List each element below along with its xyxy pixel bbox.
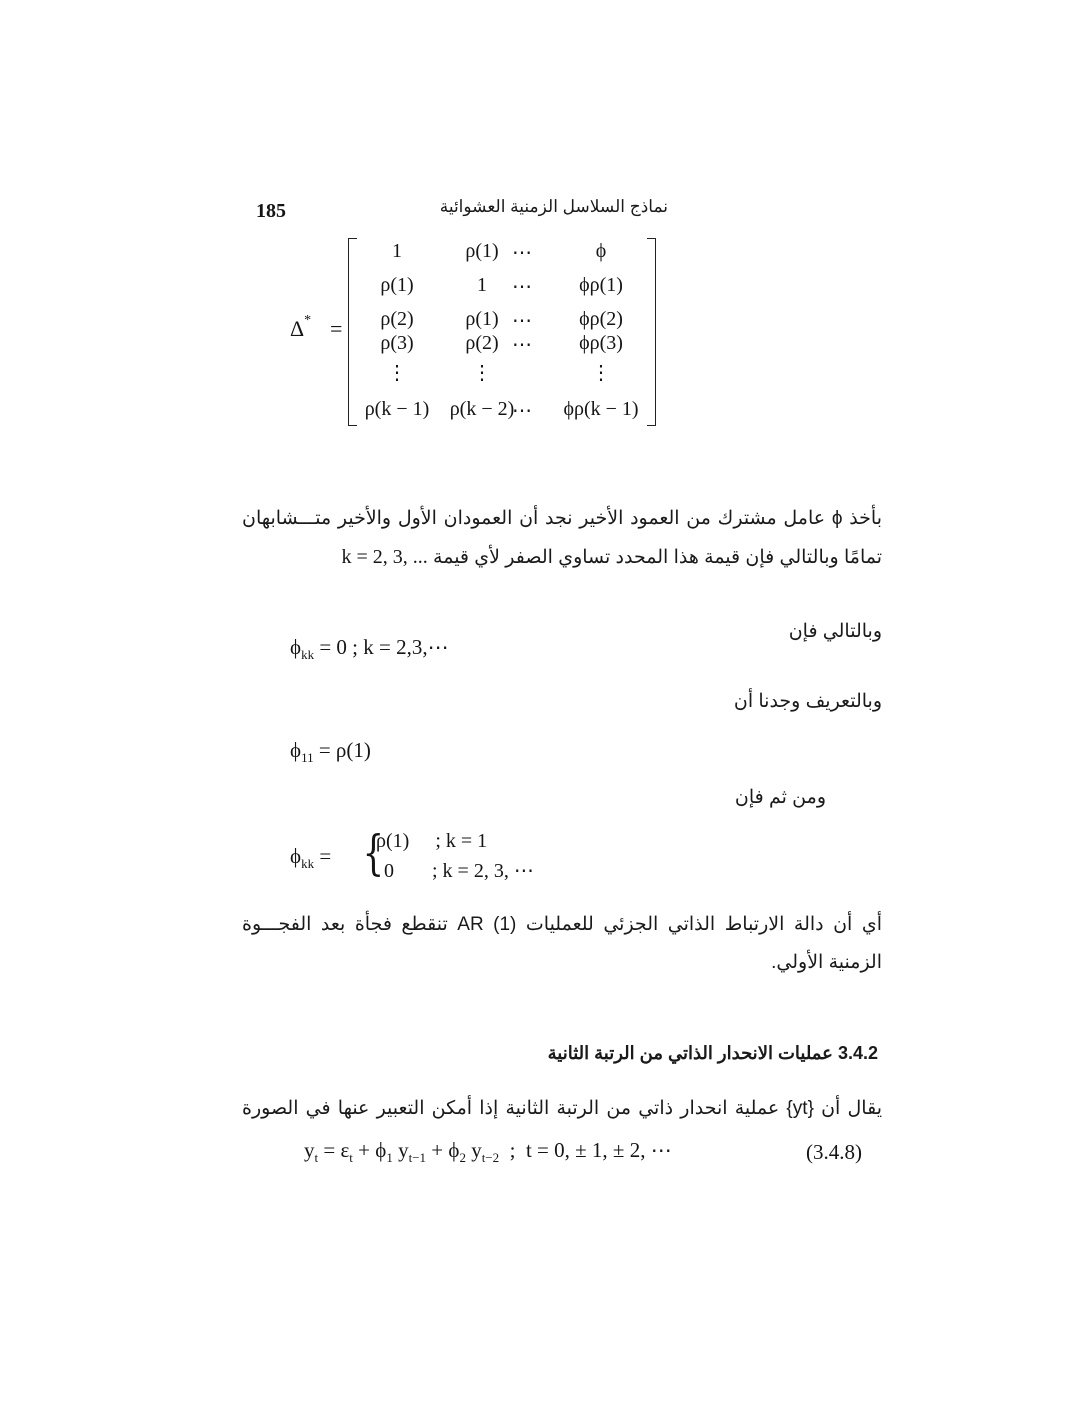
subscript: kk <box>301 856 315 872</box>
matrix-cell: ρ(1) <box>465 308 499 330</box>
paragraph-2-line-2: الزمنية الأولي. <box>771 952 882 973</box>
paragraph-1 <box>242 500 882 577</box>
phi-symbol: ϕ <box>290 738 302 762</box>
matrix-delta-star <box>290 236 665 432</box>
matrix-cell: ⋯ <box>512 310 532 332</box>
matrix-cell: ϕρ(3) <box>579 332 623 354</box>
case-2 <box>376 858 534 883</box>
matrix-cell: ϕ <box>595 240 607 262</box>
matrix-cell: ⋮ <box>472 362 492 384</box>
case-1-value: ρ(1) <box>376 830 410 852</box>
subscript: t <box>314 1150 319 1166</box>
running-title: نماذج السلاسل الزمنية العشوائية <box>439 197 668 216</box>
case-1-condition: ; k = 1 <box>435 830 488 852</box>
matrix-cell: ρ(3) <box>380 332 414 354</box>
y-lag1: y <box>392 1138 409 1162</box>
subscript: kk <box>301 647 315 663</box>
matrix-cell: ϕρ(k − 1) <box>563 398 639 420</box>
equation-3-4-8 <box>304 1138 672 1166</box>
matrix-cell: ρ(k − 2) <box>449 398 515 420</box>
equation-number: (3.4.8) <box>806 1140 862 1164</box>
phi1-term: + ϕ <box>358 1138 387 1162</box>
paragraph-2-line-1: أي أن دالة الارتباط الذاتي الجزئي للعمليات AR (1) تنقطع فجأة بعد الفجـــوة <box>242 914 882 935</box>
right-bracket <box>647 238 656 426</box>
cases-lhs <box>290 844 331 872</box>
page-number: 185 <box>256 200 286 222</box>
section-number: 3.4.2 <box>837 1043 878 1063</box>
y-symbol: y <box>304 1138 315 1162</box>
matrix-cell: 1 <box>477 274 487 296</box>
epsilon-term: = ε <box>323 1138 350 1162</box>
section-heading <box>548 1043 878 1064</box>
matrix-cell: ⋯ <box>512 400 532 422</box>
phi2-term: + ϕ <box>426 1138 460 1162</box>
paragraph-2 <box>242 906 882 982</box>
left-brace: { <box>362 825 384 881</box>
star-superscript: * <box>304 312 312 328</box>
subscript: 1 <box>386 1150 393 1166</box>
phi-symbol: ϕ <box>290 844 302 868</box>
equation-phi-kk-zero <box>290 635 449 663</box>
phi-symbol: ϕ <box>290 635 302 659</box>
section-title: عمليات الانحدار الذاتي من الرتبة الثانية <box>547 1043 833 1063</box>
paragraph-1-line-2 <box>242 538 882 577</box>
paragraph-3-line-1: يقال أن {yt} عملية انحدار ذاتي من الرتبة الثانية إذا أمكن التعبير عنها في الصورة <box>242 1098 882 1119</box>
matrix-cell: ⋮ <box>387 362 407 384</box>
matrix-cell: ρ(2) <box>465 332 499 354</box>
case-1 <box>376 830 487 853</box>
matrix-cell: ϕρ(1) <box>579 274 623 296</box>
equation-phi-11 <box>290 738 371 766</box>
matrix-cell: ⋮ <box>591 362 611 384</box>
matrix-cell: ρ(2) <box>380 308 414 330</box>
matrix-equals: = <box>330 316 343 341</box>
case-2-value: 0 <box>384 860 394 882</box>
matrix-cell: ϕρ(2) <box>579 308 623 330</box>
paragraph-3 <box>242 1090 882 1128</box>
paragraph-1-line-1: بأخذ ϕ عامل مشترك من العمود الأخير نجد أن العمودان الأول والأخير متـــشابهان <box>242 508 883 529</box>
equation-rhs: = ρ(1) <box>318 738 371 762</box>
matrix-cell: 1 <box>392 240 402 262</box>
paragraph-1-line-2-math: k = 2, 3, ... <box>341 546 428 568</box>
subscript: t−1 <box>408 1150 427 1166</box>
subscript: t <box>349 1150 353 1166</box>
matrix-cell: ⋯ <box>512 242 532 264</box>
subscript: 2 <box>459 1150 466 1166</box>
text-then: وبالتالي فإن <box>788 621 882 642</box>
matrix-cell: ρ(k − 1) <box>364 398 430 420</box>
y-lag2: y <box>465 1138 482 1162</box>
equals-sign: = <box>319 844 332 868</box>
delta-symbol: Δ <box>290 316 305 341</box>
text-hence: ومن ثم فإن <box>734 787 826 808</box>
equation-condition: ; t = 0, ± 1, ± 2, ⋯ <box>499 1138 672 1162</box>
subscript: t−2 <box>481 1150 500 1166</box>
paragraph-1-line-2-text: تمامًا وبالتالي فإن قيمة هذا المحدد تساوي الصفر لأي قيمة <box>433 547 882 568</box>
matrix-lhs <box>290 312 312 342</box>
equation-rhs: = 0 ; k = 2,3,⋯ <box>319 635 449 659</box>
matrix-cell: ρ(1) <box>465 240 499 262</box>
matrix-cell: ρ(1) <box>380 274 414 296</box>
matrix-cell: ⋯ <box>512 334 532 356</box>
subscript: 11 <box>301 750 314 766</box>
case-2-condition: ; k = 2, 3, ⋯ <box>432 860 534 882</box>
text-by-definition: وبالتعريف وجدنا أن <box>733 691 882 712</box>
matrix-cell: ⋯ <box>512 276 532 298</box>
